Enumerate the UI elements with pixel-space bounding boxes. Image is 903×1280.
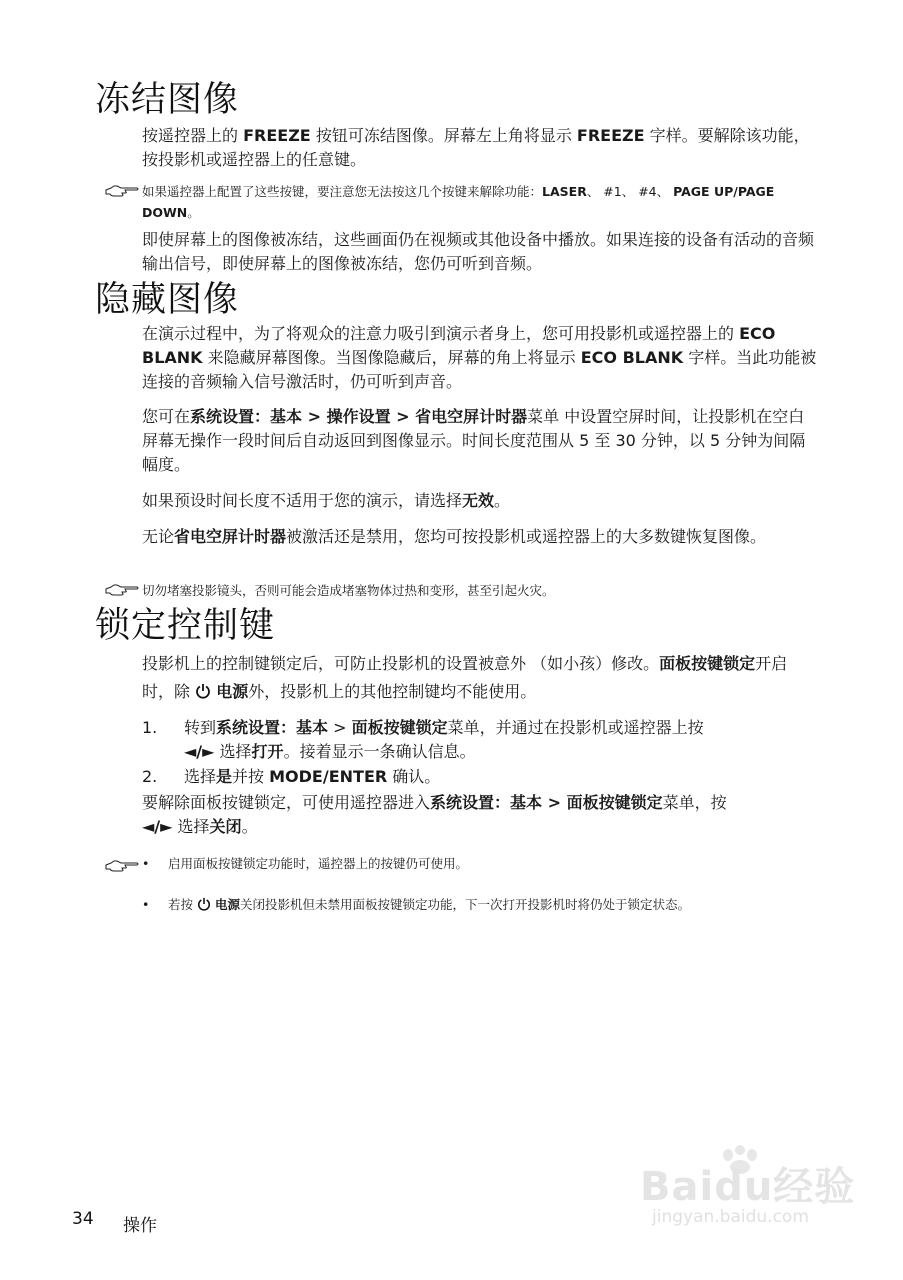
hide-paragraph-1: 在演示过程中，为了将观众的注意力吸引到演示者身上，您可用投影机或遥控器上的 ECO BLANK 来隐藏屏幕图像。当图像隐藏后，屏幕的角上将显示 ECO BLANK 字样。当此功能被连接的音频输入信号激活时，仍可听到声音。: [142, 324, 817, 391]
lock-note-2: • 若按 电源关闭投影机但未禁用面板按键锁定功能，下一次打开投影机时将仍处于锁定状态。: [142, 897, 690, 912]
power-icon: [195, 683, 211, 699]
note-hand-icon: [105, 581, 139, 597]
section-title-hide: 隐藏图像: [95, 280, 240, 320]
freeze-paragraph-1: 按遥控器上的 FREEZE 按钮可冻结图像。屏幕左上角将显示 FREEZE 字样。要解除该功能，按投影机或遥控器上的任意键。: [142, 126, 810, 169]
lock-step-2: 2. 选择是并按 MODE/ENTER 确认。: [142, 767, 441, 786]
freeze-note: 如果遥控器上配置了这些按键，要注意您无法按这几个按键来解除功能：LASER、 #1、 #4、 PAGE UP/PAGE DOWN。: [105, 181, 817, 223]
lock-paragraph-1: 投影机上的控制键锁定后，可防止投影机的设置被意外 （如小孩）修改。面板按键锁定开启时，除 电源外，投影机上的其他控制键均不能使用。: [142, 654, 788, 701]
section-title-lock: 锁定控制键: [95, 606, 276, 646]
hide-paragraph-3: 如果预设时间长度不适用于您的演示，请选择无效。: [142, 491, 511, 510]
note-hand-icon: [105, 857, 139, 873]
page-section-label: 操作: [123, 1216, 157, 1236]
hide-paragraph-2: 您可在系统设置：基本 > 操作设置 > 省电空屏计时器菜单 中设置空屏时间，让投影机在空白屏幕无操作一段时间后自动返回到图像显示。时间长度范围从 5 至 30 分钟，以 5 分钟为间隔幅度。: [142, 407, 806, 474]
lock-note-1: • 启用面板按键锁定功能时，遥控器上的按键仍可使用。: [105, 853, 817, 874]
page-number: 34: [72, 1209, 94, 1229]
section-title-freeze: 冻结图像: [95, 80, 240, 120]
power-icon: [197, 897, 211, 911]
note-hand-icon: [105, 182, 139, 198]
hide-paragraph-4: 无论省电空屏计时器被激活还是禁用，您均可按投影机或遥控器上的大多数键恢复图像。: [142, 527, 767, 546]
watermark-url-text: jingyan.baidu.com: [652, 1207, 809, 1227]
freeze-paragraph-2: 即使屏幕上的图像被冻结，这些画面仍在视频或其他设备中播放。如果连接的设备有活动的音频输出信号，即使屏幕上的图像被冻结，您仍可听到音频。: [142, 230, 815, 273]
watermark-main-text: Baidu经验: [640, 1164, 856, 1210]
hide-note: 切勿堵塞投影镜头，否则可能会造成堵塞物体过热和变形，甚至引起火灾。: [105, 580, 817, 601]
lock-paragraph-2: 要解除面板按键锁定，可使用遥控器进入系统设置：基本 > 面板按键锁定菜单，按 ◄/► 选择关闭。: [142, 793, 727, 836]
lock-step-1: 1. 转到系统设置：基本 > 面板按键锁定菜单，并通过在投影机或遥控器上按 ◄/► 选择打开。接着显示一条确认信息。: [142, 718, 704, 761]
baidu-watermark: [640, 1145, 860, 1235]
